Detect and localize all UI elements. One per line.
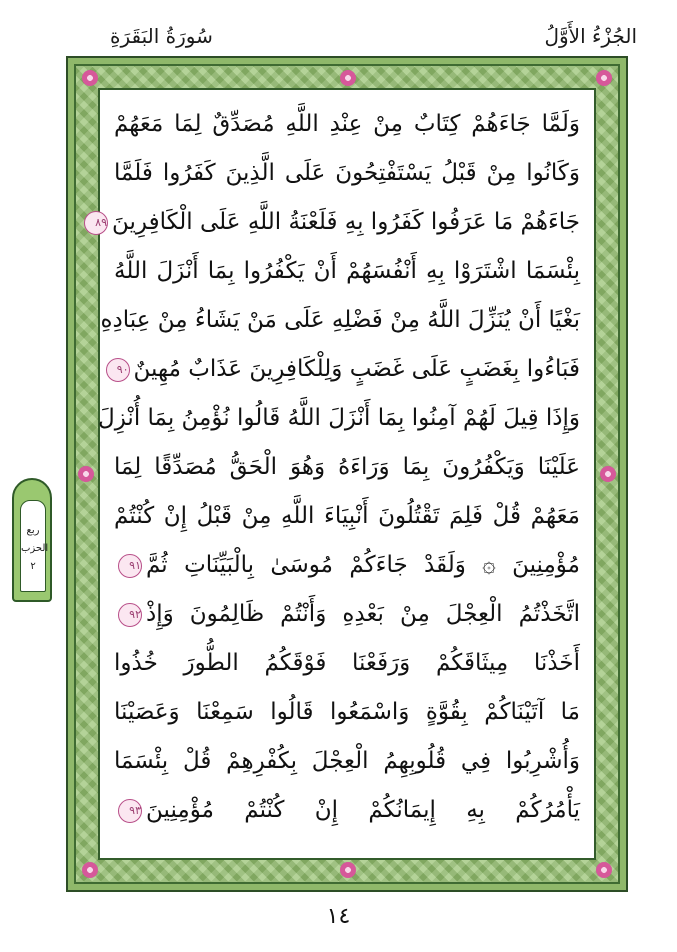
flower-ornament-top-left bbox=[82, 70, 98, 86]
ayah-number-marker: ٩١ bbox=[118, 554, 142, 578]
surah-name: سُورَةُ البَقَرَةِ bbox=[110, 24, 213, 48]
line-text: وَكَانُوا مِنْ قَبْلُ يَسْتَفْتِحُونَ عَلَى الَّذِينَ كَفَرُوا فَلَمَّا bbox=[114, 160, 580, 186]
hizb-quarter-marker bbox=[8, 478, 56, 606]
line-text: أَخَذْنَا مِيثَاقَكُمْ وَرَفَعْنَا فَوْقَكُمُ الطُّورَ خُذُوا bbox=[114, 650, 580, 676]
hizb-inner bbox=[20, 500, 49, 592]
verse-line-9 bbox=[114, 492, 580, 540]
verse-line-10 bbox=[114, 541, 580, 589]
line-text: مُؤْمِنِينَ ۞ وَلَقَدْ جَاءَكُمْ مُوسَىٰ بِالْبَيِّنَاتِ ثُمَّ bbox=[146, 552, 580, 578]
verse-line-11 bbox=[114, 590, 580, 638]
page-header bbox=[0, 14, 677, 54]
text-area bbox=[95, 88, 596, 860]
verse-line-5 bbox=[100, 296, 580, 344]
hizb-line1: ربع bbox=[26, 525, 40, 536]
flower-ornament-top-center bbox=[340, 70, 356, 86]
line-text: يَأْمُرُكُمْ بِهِ إِيمَانُكُمْ إِنْ كُنْتُمْ مُؤْمِنِينَ bbox=[146, 797, 580, 823]
line-text: جَاءَهُمْ مَا عَرَفُوا كَفَرُوا بِهِ فَلَعْنَةُ اللَّهِ عَلَى الْكَافِرِينَ bbox=[111, 209, 580, 235]
line-text: فَبَاءُوا بِغَضَبٍ عَلَى غَضَبٍ وَلِلْكَافِرِينَ عَذَابٌ مُهِينٌ bbox=[133, 356, 580, 382]
line-text: اتَّخَذْتُمُ الْعِجْلَ مِنْ بَعْدِهِ وَأَنْتُمْ ظَالِمُونَ وَإِذْ bbox=[146, 601, 580, 627]
verse-line-3 bbox=[95, 198, 580, 246]
decorative-frame bbox=[66, 56, 628, 892]
hizb-line2: الحزب bbox=[21, 543, 49, 554]
flower-ornament-right-mid bbox=[600, 466, 616, 482]
verse-line-14 bbox=[114, 737, 580, 785]
verse-line-15 bbox=[114, 786, 580, 834]
flower-ornament-top-right bbox=[596, 70, 612, 86]
line-text: مَا آتَيْنَاكُمْ بِقُوَّةٍ وَاسْمَعُوا قَالُوا سَمِعْنَا وَعَصَيْنَا bbox=[114, 699, 580, 725]
hizb-line3: ٢ bbox=[30, 561, 36, 572]
line-text: وَلَمَّا جَاءَهُمْ كِتَابٌ مِنْ عِنْدِ اللَّهِ مُصَدِّقٌ لِمَا مَعَهُمْ bbox=[114, 111, 580, 137]
verse-line-8 bbox=[114, 443, 580, 491]
verse-line-13 bbox=[114, 688, 580, 736]
verse-line-4 bbox=[114, 247, 580, 295]
line-text: عَلَيْنَا وَيَكْفُرُونَ بِمَا وَرَاءَهُ وَهُوَ الْحَقُّ مُصَدِّقًا لِمَا bbox=[114, 454, 580, 480]
flower-ornament-left-mid bbox=[78, 466, 94, 482]
line-text: بِئْسَمَا اشْتَرَوْا بِهِ أَنْفُسَهُمْ أَنْ يَكْفُرُوا بِمَا أَنْزَلَ اللَّهُ bbox=[114, 258, 580, 284]
verse-line-6 bbox=[114, 345, 580, 393]
ayah-number-marker: ٩٣ bbox=[118, 799, 142, 823]
flower-ornament-bottom-left bbox=[82, 862, 98, 878]
page-number: ١٤ bbox=[326, 904, 351, 929]
ayah-number-marker: ٩٢ bbox=[118, 603, 142, 627]
flower-ornament-bottom-right bbox=[596, 862, 612, 878]
line-text: بَغْيًا أَنْ يُنَزِّلَ اللَّهُ مِنْ فَضْلِهِ عَلَى مَنْ يَشَاءُ مِنْ عِبَادِهِ bbox=[100, 307, 580, 333]
line-text: مَعَهُمْ قُلْ فَلِمَ تَقْتُلُونَ أَنْبِيَاءَ اللَّهِ مِنْ قَبْلُ إِنْ كُنْتُمْ bbox=[114, 503, 580, 529]
verse-lines bbox=[95, 98, 594, 850]
flower-ornament-bottom-center bbox=[340, 862, 356, 878]
hizb-shape bbox=[12, 478, 52, 602]
verse-line-2 bbox=[114, 149, 580, 197]
verse-line-12 bbox=[114, 639, 580, 687]
juz-name: الجُزْءُ الأَوَّلُ bbox=[544, 24, 637, 48]
ayah-number-marker: ٨٩ bbox=[84, 211, 108, 235]
verse-line-1 bbox=[114, 100, 580, 148]
line-text: وَأُشْرِبُوا فِي قُلُوبِهِمُ الْعِجْلَ بِكُفْرِهِمْ قُلْ بِئْسَمَا bbox=[114, 748, 580, 774]
verse-line-7 bbox=[98, 394, 580, 442]
ayah-number-marker: ٩٠ bbox=[106, 358, 130, 382]
line-text: وَإِذَا قِيلَ لَهُمْ آمِنُوا بِمَا أَنْزَلَ اللَّهُ قَالُوا نُؤْمِنُ بِمَا أُنْزِلَ bbox=[98, 405, 580, 431]
